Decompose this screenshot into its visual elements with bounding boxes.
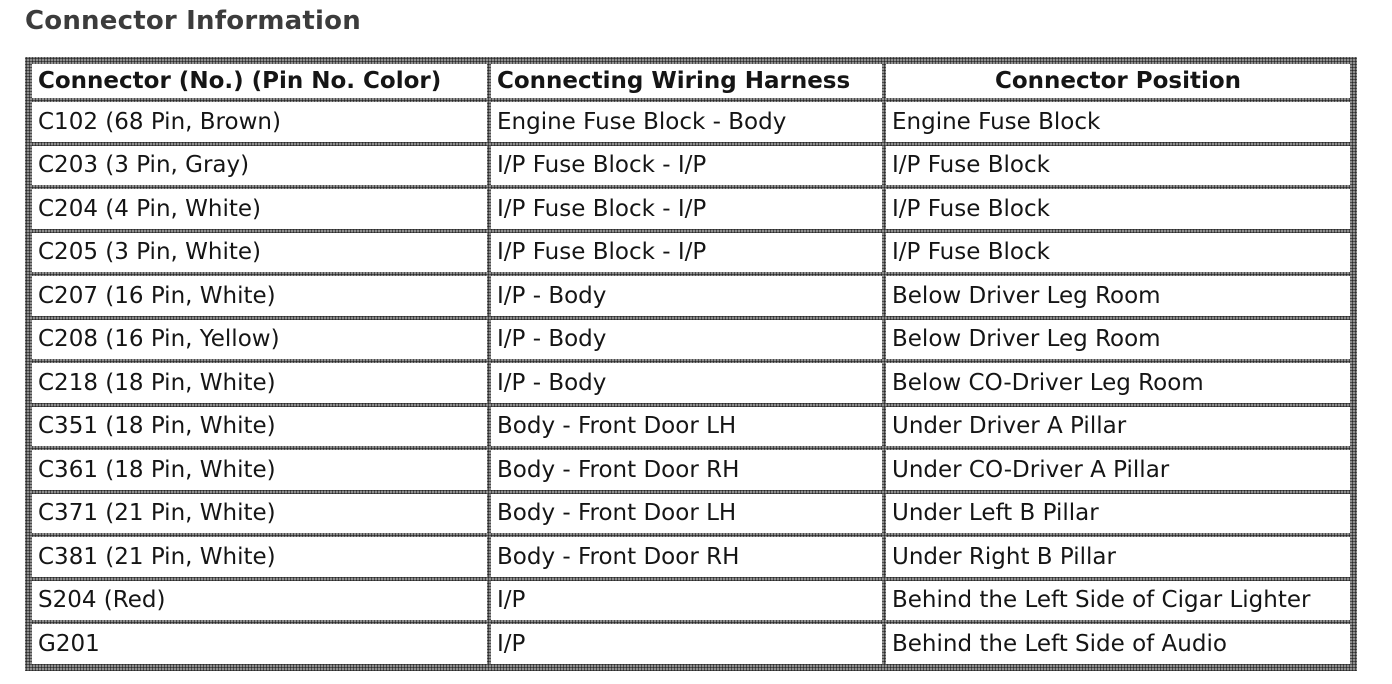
cell-harness: Body - Front Door LH	[491, 407, 882, 447]
cell-harness: I/P	[491, 581, 882, 621]
table-row	[32, 320, 1350, 360]
cell-position: Behind the Left Side of Audio	[886, 624, 1350, 664]
cell-harness: Engine Fuse Block - Body	[491, 102, 882, 142]
cell-connector: C218 (18 Pin, White)	[32, 363, 487, 403]
table-row	[32, 146, 1350, 186]
cell-position: Under Driver A Pillar	[886, 407, 1350, 447]
cell-connector: C208 (16 Pin, Yellow)	[32, 320, 487, 360]
table-row	[32, 233, 1350, 273]
cell-connector: S204 (Red)	[32, 581, 487, 621]
cell-connector: C207 (16 Pin, White)	[32, 276, 487, 316]
table-row	[32, 363, 1350, 403]
table-row	[32, 624, 1350, 664]
cell-connector: C203 (3 Pin, Gray)	[32, 146, 487, 186]
cell-connector: C381 (21 Pin, White)	[32, 537, 487, 577]
cell-harness: I/P Fuse Block - I/P	[491, 189, 882, 229]
cell-harness: I/P - Body	[491, 276, 882, 316]
cell-connector: C371 (21 Pin, White)	[32, 494, 487, 534]
cell-harness: I/P Fuse Block - I/P	[491, 233, 882, 273]
cell-position: I/P Fuse Block	[886, 146, 1350, 186]
table-row	[32, 581, 1350, 621]
table-row	[32, 450, 1350, 490]
cell-position: Under Right B Pillar	[886, 537, 1350, 577]
cell-connector: C361 (18 Pin, White)	[32, 450, 487, 490]
table-row	[32, 102, 1350, 142]
table-row	[32, 537, 1350, 577]
cell-position: Below Driver Leg Room	[886, 276, 1350, 316]
cell-position: Under CO-Driver A Pillar	[886, 450, 1350, 490]
cell-harness: I/P - Body	[491, 363, 882, 403]
table-row	[32, 494, 1350, 534]
cell-position: Below Driver Leg Room	[886, 320, 1350, 360]
cell-connector: C351 (18 Pin, White)	[32, 407, 487, 447]
cell-harness: Body - Front Door RH	[491, 537, 882, 577]
header-wiring-harness: Connecting Wiring Harness	[491, 64, 882, 98]
table-row	[32, 407, 1350, 447]
cell-position: I/P Fuse Block	[886, 189, 1350, 229]
cell-position: Behind the Left Side of Cigar Lighter	[886, 581, 1350, 621]
cell-harness: Body - Front Door RH	[491, 450, 882, 490]
connector-table-frame	[25, 57, 1357, 671]
table-row	[32, 276, 1350, 316]
header-connector-position: Connector Position	[886, 64, 1350, 98]
table-header-row	[32, 64, 1350, 98]
cell-connector: C102 (68 Pin, Brown)	[32, 102, 487, 142]
cell-connector: G201	[32, 624, 487, 664]
cell-position: Under Left B Pillar	[886, 494, 1350, 534]
cell-connector: C205 (3 Pin, White)	[32, 233, 487, 273]
cell-harness: I/P - Body	[491, 320, 882, 360]
cell-position: Below CO-Driver Leg Room	[886, 363, 1350, 403]
cell-position: I/P Fuse Block	[886, 233, 1350, 273]
cell-connector: C204 (4 Pin, White)	[32, 189, 487, 229]
connector-table	[28, 60, 1354, 668]
cell-harness: I/P Fuse Block - I/P	[491, 146, 882, 186]
page-title: Connector Information	[25, 6, 361, 36]
cell-position: Engine Fuse Block	[886, 102, 1350, 142]
cell-harness: Body - Front Door LH	[491, 494, 882, 534]
header-connector: Connector (No.) (Pin No. Color)	[32, 64, 487, 98]
table-row	[32, 189, 1350, 229]
cell-harness: I/P	[491, 624, 882, 664]
